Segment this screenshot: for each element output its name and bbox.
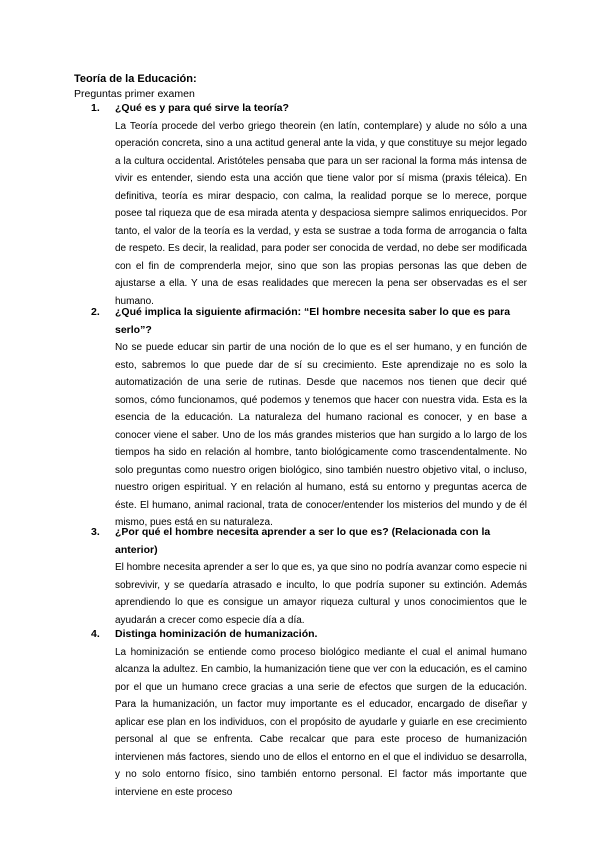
question-heading [91, 304, 527, 339]
document-title: Teoría de la Educación: [74, 73, 197, 85]
question-heading [91, 524, 527, 559]
question-number: 1. [91, 102, 100, 114]
question-number: 2. [91, 306, 100, 318]
question-heading-text: ¿Qué es y para qué sirve la teoría? [115, 102, 289, 114]
question-3 [91, 524, 527, 629]
question-answer: La hominización se entiende como proceso biológico mediante el cual el animal humano alcanza la adultez. En cambio, la humanización tiene que ver con la educación, es el camino por el que un humano crece gracias a una serie de efectos que surgen de la educación. Para la humanización, un factor muy importante es el educador, encargado de diseñar y aplicar ese plan en los individuos, con el propósito de ayudarle y guiarle en ese crecimiento personal al que se enfrenta. Cabe recalcar que para este proceso de humanización intervienen más factores, siendo uno de ellos el entorno en el que el individuo se desarrolla, y no solo entorno físico, sino también entorno personal. El factor más importante que interviene en este proceso [115, 646, 527, 798]
question-number: 3. [91, 526, 100, 538]
question-answer: La Teoría procede del verbo griego theorein (en latín, contemplare) y alude no sólo a una operación concreta, sino a una actitud general ante la vida, y que constituye su mejor legado a la cultura occidental. Aristóteles pensaba que para un ser racional la forma más intensa de vivir es entender, siendo esta una acción que tiene valor por sí misma (praxis téleica). En definitiva, teoría es mirar despacio, con calma, la realidad porque se lo merece, porque posee tal riqueza que de esa mirada atenta y despaciosa siempre salimos enriquecidos. Por tanto, el valor de la teoría es la verdad, y esta se sustrae a toda forma de arrogancia o falta de respeto. Es decir, la realidad, para poder ser conocida de verdad, no debe ser modificada con el fin de comprenderla mejor, sino que son las propias personas las que deben de ajustarse a ella. Y una de esas realidades que merecen la pena ser observadas es el ser humano. [115, 120, 527, 307]
question-heading [91, 626, 527, 644]
document-subtitle: Preguntas primer examen [74, 88, 195, 100]
question-heading [91, 100, 527, 118]
question-heading-text: ¿Qué implica la siguiente afirmación: “El hombre necesita saber lo que es para serlo”? [115, 306, 511, 336]
question-number: 4. [91, 628, 100, 640]
question-answer: El hombre necesita aprender a ser lo que es, ya que sino no podría avanzar como especie ni sobrevivir, y se quedaría atrasado e inculto, lo que podría suponer su extinción. Además aprendiendo lo que es consigue un amayor riqueza cultural y unos conocimientos que le ayudarán a crecer como especie día a día. [115, 562, 527, 626]
question-answer: No se puede educar sin partir de una noción de lo que es el ser humano, y en función de esto, sabremos lo que puede dar de sí su crecimiento. Este aprendizaje no es solo la automatización de una serie de rutinas. Desde que nacemos nos tienen que decir qué somos, cómo funcionamos, qué podemos y tenemos que hacer con nuestra vida. Esta es la esencia de la educación. La naturaleza del humano racional es conocer, y en base a conocer viene el saber. Uno de los más grandes misterios que han surgido a lo largo de los tiempos ha sido en relación al hombre, tanto biológicamente como trascendentalmente. No solo preguntas como nuestro origen biológico, sino también nuestro objetivo vital, o incluso, nuestro origen espiritual. Y en relación al humano, está su entorno y preguntas acerca de éste. El humano, animal racional, trata de conocer/entender los misterios del mundo y de él mismo, pues está en su naturaleza. [115, 342, 527, 528]
question-1 [91, 100, 527, 310]
question-2 [91, 304, 527, 532]
question-heading-text: Distinga hominización de humanización. [115, 628, 318, 640]
question-heading-text: ¿Por qué el hombre necesita aprender a ser lo que es? (Relacionada con la anterior) [115, 526, 491, 556]
question-4 [91, 626, 527, 801]
